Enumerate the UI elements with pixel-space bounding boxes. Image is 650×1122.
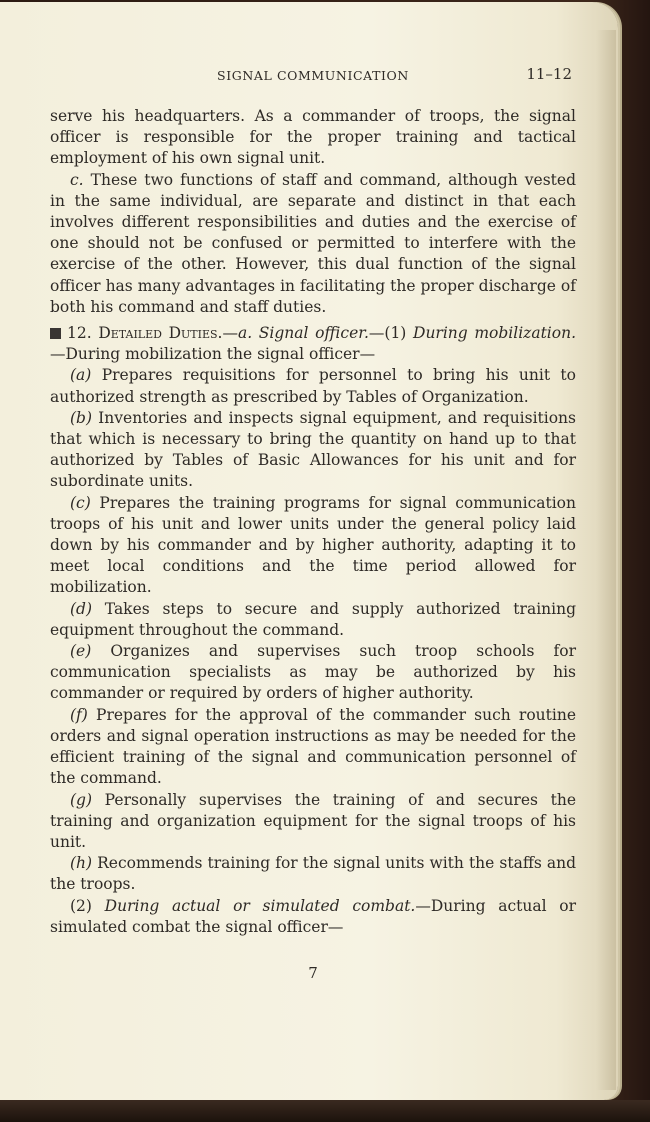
duty-item-label: (h) [70,854,93,873]
section-title: Detailed Duties. [98,324,223,343]
duty-item-label: (d) [70,599,93,618]
subsection-a-label: a. [237,324,253,343]
paragraph-continuation: serve his headquarters. As a commander of troops, the signal officer is responsible for the proper training and tactical employment of his own signal unit. [50,107,576,168]
paragraph-c [50,170,576,318]
duty-item [50,705,576,790]
duty-item [50,365,576,407]
book-page [0,2,618,1100]
section-number: 12. [67,324,92,343]
subsection-a-title: Signal officer. [258,324,369,343]
running-head [50,54,576,82]
page-edge-shading [596,30,616,1090]
page-number: 7 [308,964,318,982]
duty-item-label: (c) [70,493,91,512]
duty-item [50,408,576,493]
section-12-heading [50,323,576,365]
running-head-title: SIGNAL COMMUNICATION [217,68,409,83]
scan-bottom-edge [0,1100,650,1122]
duty-item-text: Organizes and supervises such troop schools for communication specialists as may be authorized by his commander or required by orders of higher authority. [50,642,576,703]
paragraph-2 [50,896,576,938]
section-bullet-icon [50,328,61,339]
duty-list [50,365,576,895]
paragraph-2-number: (2) [70,896,92,915]
duty-item-text: Prepares requisitions for personnel to bring his unit to authorized strength as prescribed by Tables of Organization. [50,366,576,406]
body-text [50,106,576,938]
duty-item [50,853,576,895]
section-dash: — [222,324,238,343]
duty-item [50,599,576,641]
subsection-dash: — [368,324,385,343]
duty-item-text: Inventories and inspects signal equipment, and requisitions that which is necessary to bring the quantity on hand up to that authorized by Tables of Basic Allowances for his unit and for subordinate units. [50,408,576,491]
duty-item-text: Prepares for the approval of the commander such routine orders and signal operation instructions as may be needed for the efficient training of the signal and communication personnel of the command. [50,705,576,788]
page-content [50,54,577,982]
duty-item-text: Prepares the training programs for signal communication troops of his unit and lower units under the general policy laid down by his commander and by higher authority, adapting it to meet local conditions and the time period allowed for mobilization. [50,493,576,597]
subsection-1-title: During mobilization. [413,324,576,343]
duty-item-label: (e) [70,642,92,661]
duty-item-label: (b) [70,408,93,427]
duty-item-text: Takes steps to secure and supply authorized training equipment throughout the command. [50,599,576,639]
paragraph-c-text: These two functions of staff and command, although vested in the same individual, are separate and distinct in that each involves different responsibilities and duties and the exercise of one should not be confused or permitted to interfere with the exercise of the other. However, this dual function of the signal officer has many advantages in facilitating the proper discharge of both his command and staff duties. [50,170,576,316]
duty-item [50,641,576,705]
duty-item-text: Personally supervises the training of and secures the training and organization equipment for the signal troops of his unit. [50,790,576,851]
paragraph-c-label: c. [70,170,84,189]
paragraph-2-title: During actual or simulated combat. [104,896,416,915]
duty-item [50,790,576,854]
duty-item-text: Recommends training for the signal units with the staffs and the troops. [50,854,576,894]
running-head-page-range: 11–12 [526,65,572,83]
subsection-1-intro: —During mobilization the signal officer— [50,345,376,364]
paragraph-2-text: —During actual or simulated combat the signal officer— [50,896,577,936]
subsection-1-number: (1) [384,324,407,343]
duty-item-label: (g) [70,790,93,809]
duty-item-label: (a) [70,366,92,385]
duty-item-label: (f) [70,705,88,724]
duty-item [50,493,576,599]
